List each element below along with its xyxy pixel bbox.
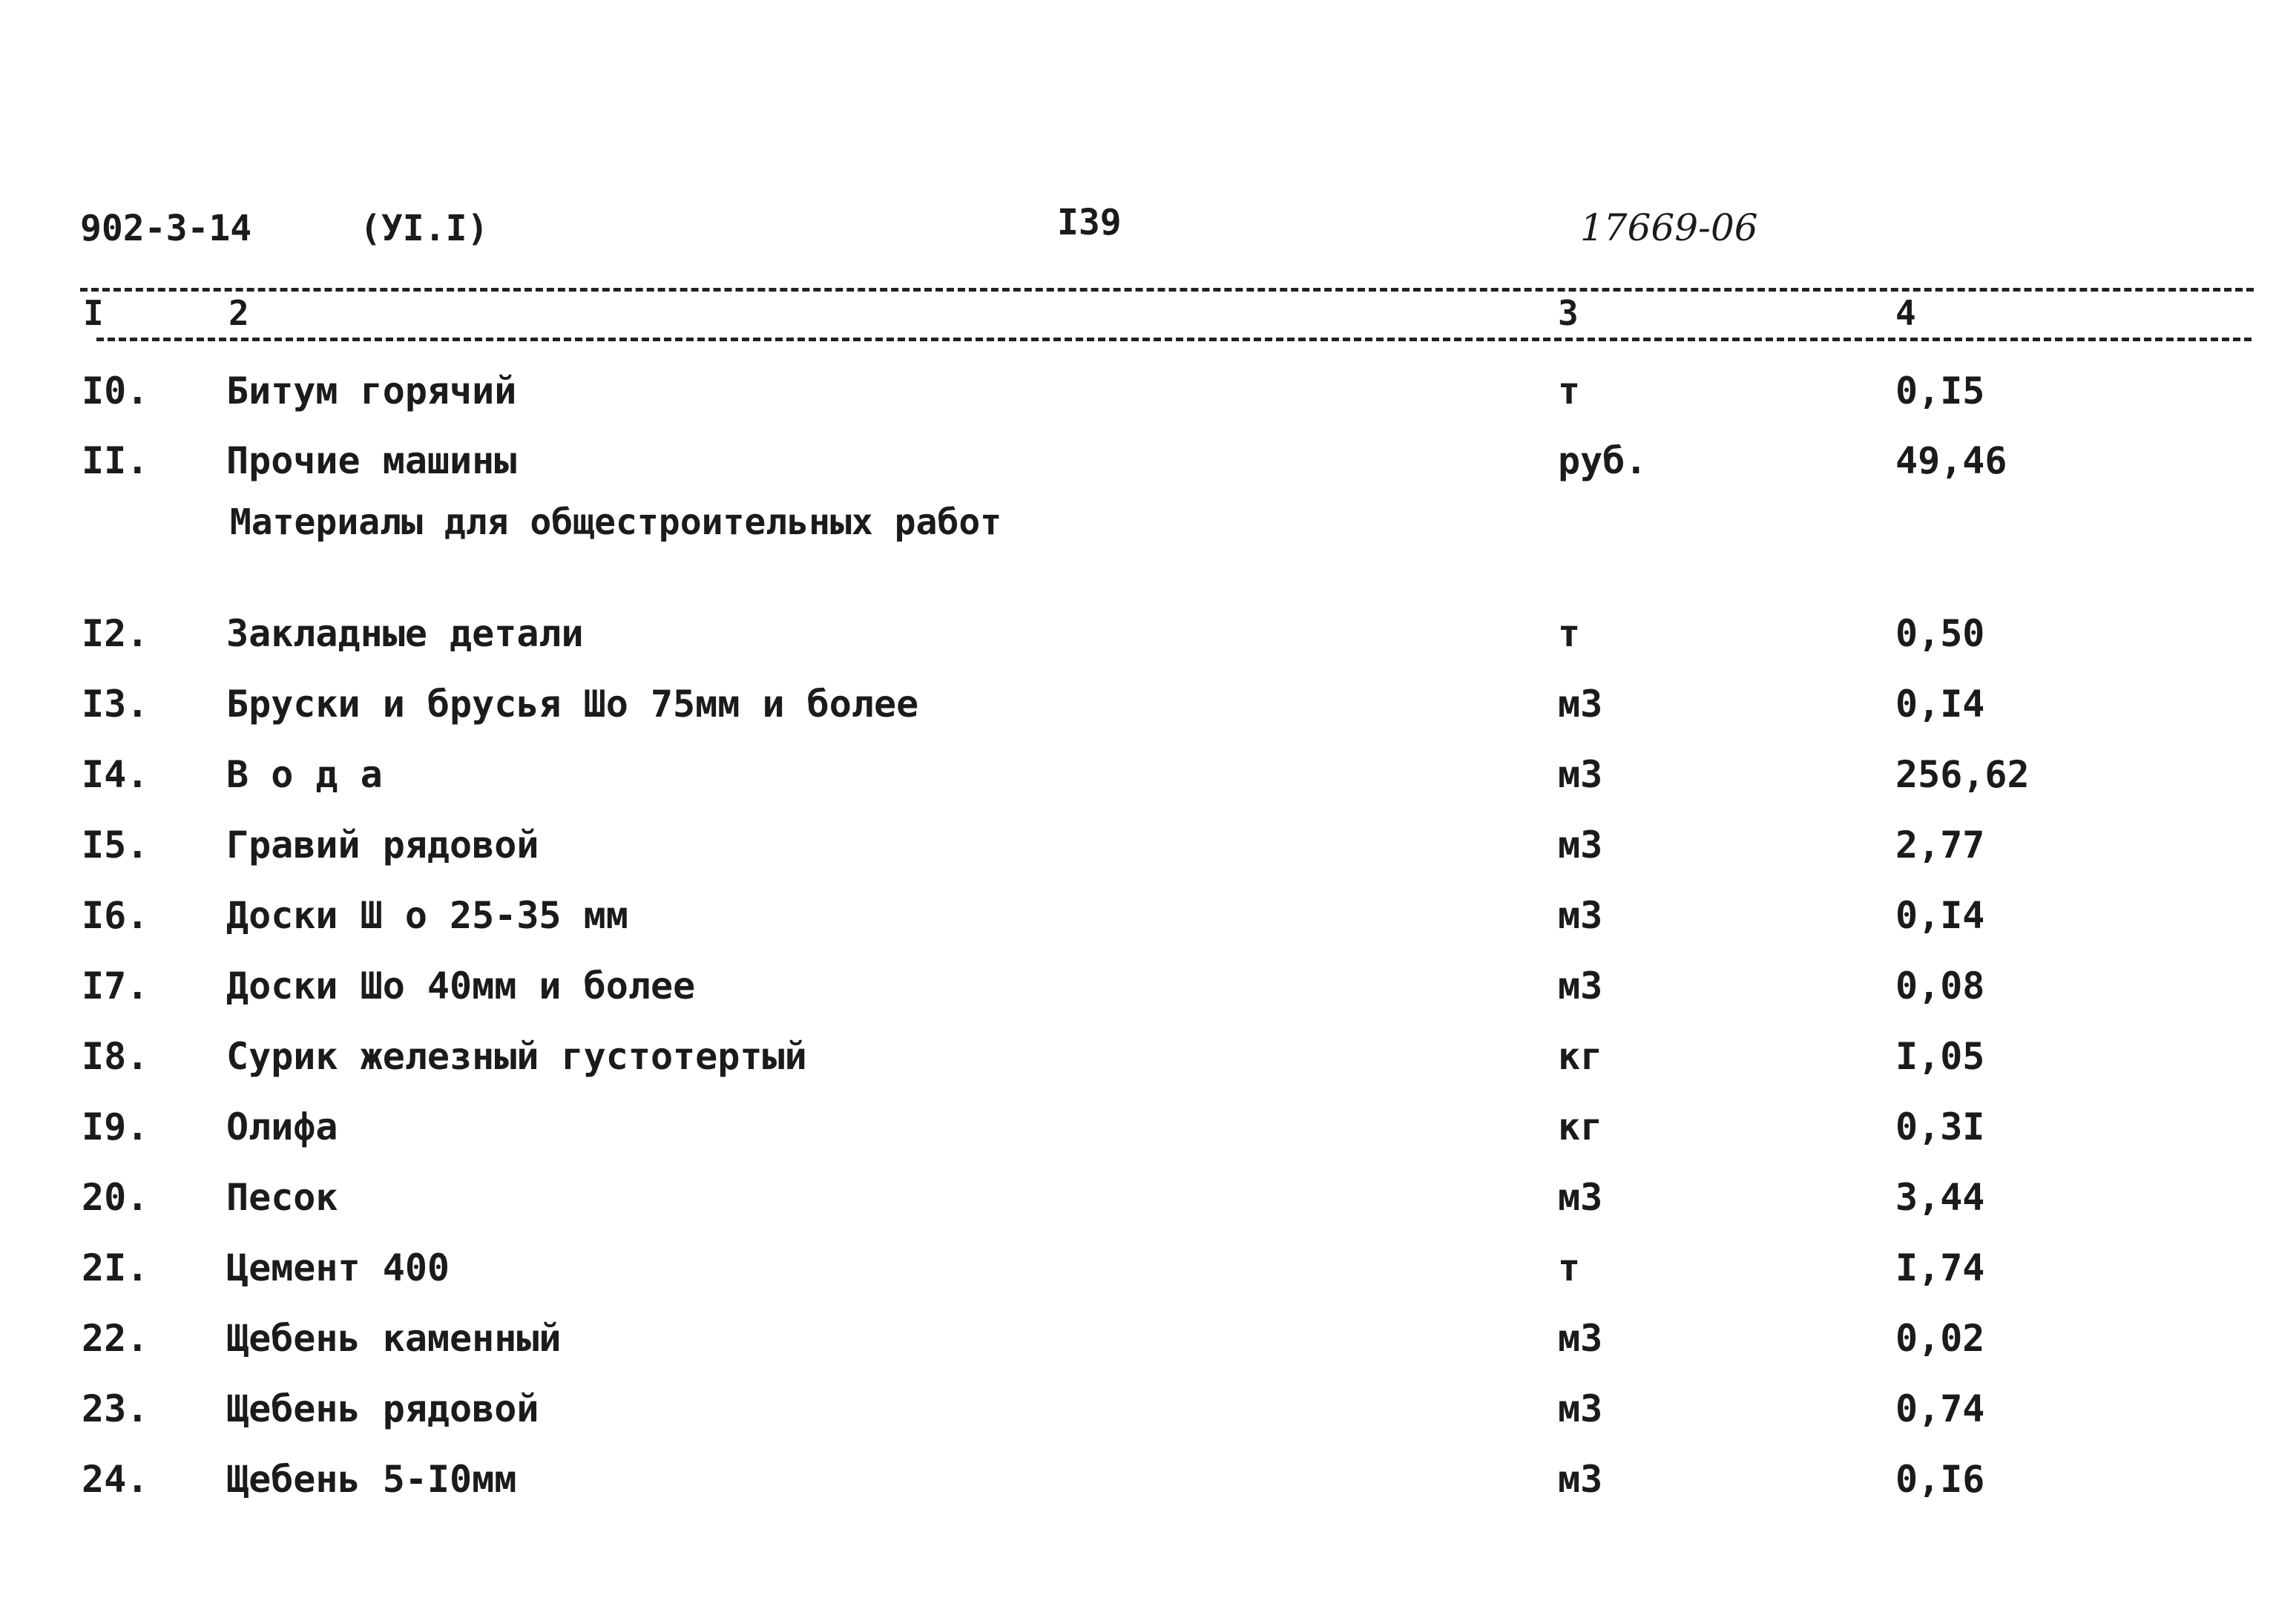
column-number-4: 4 [1895,293,1916,333]
row-value: 0,50 [1895,612,1985,655]
row-name: Закладные детали [226,612,584,655]
column-number-1: I [83,293,104,333]
row-name: В о д а [226,753,383,796]
row-value: 3,44 [1895,1176,1985,1219]
table-row [0,964,2276,1016]
row-unit: м3 [1558,894,1603,937]
row-value: 0,3I [1895,1105,1985,1148]
row-unit: руб. [1558,439,1648,482]
row-number: I2. [82,612,149,655]
row-name: Сурик железный густотертый [226,1035,807,1078]
row-number: 2I. [82,1246,149,1289]
row-number: 24. [82,1458,149,1501]
row-number: I6. [82,894,149,937]
row-number: I7. [82,964,149,1007]
row-number: I0. [82,369,149,412]
table-row [0,369,2276,421]
row-unit: м3 [1558,1317,1603,1360]
row-value: 0,74 [1895,1387,1985,1430]
row-number: 23. [82,1387,149,1430]
row-number: I8. [82,1035,149,1078]
row-number: II. [82,439,149,482]
row-value: I,05 [1895,1035,1985,1078]
table-row [0,683,2276,734]
row-number: I9. [82,1105,149,1148]
table-row [0,439,2276,491]
row-value: 256,62 [1895,753,2030,796]
row-value: 0,I4 [1895,894,1985,937]
row-unit: т [1558,369,1581,412]
top-divider [80,288,2254,292]
row-name: Битум горячий [226,369,517,412]
row-unit: кг [1558,1035,1603,1078]
row-number: I4. [82,753,149,796]
row-unit: т [1558,612,1581,655]
row-name: Гравий рядовой [226,823,539,867]
row-name: Щебень каменный [226,1317,562,1360]
row-name: Олифа [226,1105,338,1148]
table-row [0,1176,2276,1228]
document-code: 902-3-14 [80,208,252,249]
row-name: Прочие машины [226,439,517,482]
page-number: I39 [1057,202,1122,243]
table-row [0,612,2276,664]
row-unit: м3 [1558,1176,1603,1219]
row-unit: кг [1558,1105,1603,1148]
row-value: 0,08 [1895,964,1985,1007]
row-name: Щебень рядовой [226,1387,539,1430]
row-number: 22. [82,1317,149,1360]
row-unit: м3 [1558,1458,1603,1501]
row-name: Песок [226,1176,338,1219]
table-row [0,823,2276,875]
section-heading: Материалы для общестроительных работ [229,502,1002,543]
header-divider [96,338,2252,341]
row-name: Доски Шо 40мм и более [226,964,696,1007]
section-code: (УI.I) [360,208,489,249]
row-value: 0,I6 [1895,1458,1985,1501]
row-unit: м3 [1558,964,1603,1007]
row-unit: т [1558,1246,1581,1289]
row-number: I5. [82,823,149,867]
row-value: 0,02 [1895,1317,1985,1360]
row-value: 49,46 [1895,439,2007,482]
table-row [0,1387,2276,1439]
row-unit: м3 [1558,683,1603,726]
row-name: Бруски и брусья Шо 75мм и более [226,683,919,726]
column-number-3: 3 [1558,293,1579,333]
row-value: 0,I5 [1895,369,1985,412]
row-number: I3. [82,683,149,726]
table-row [0,753,2276,805]
table-row [0,1035,2276,1087]
row-value: 2,77 [1895,823,1985,867]
row-number: 20. [82,1176,149,1219]
table-row [0,1458,2276,1510]
row-unit: м3 [1558,1387,1603,1430]
row-unit: м3 [1558,823,1603,867]
table-row [0,1246,2276,1298]
row-name: Доски Ш о 25-35 мм [226,894,628,937]
row-unit: м3 [1558,753,1603,796]
row-name: Цемент 400 [226,1246,450,1289]
row-value: 0,I4 [1895,683,1985,726]
column-number-2: 2 [228,293,249,333]
table-row [0,894,2276,946]
table-row [0,1105,2276,1157]
table-row [0,1317,2276,1369]
row-name: Щебень 5-I0мм [226,1458,517,1501]
row-value: I,74 [1895,1246,1985,1289]
inventory-stamp: 17669-06 [1580,206,1758,249]
